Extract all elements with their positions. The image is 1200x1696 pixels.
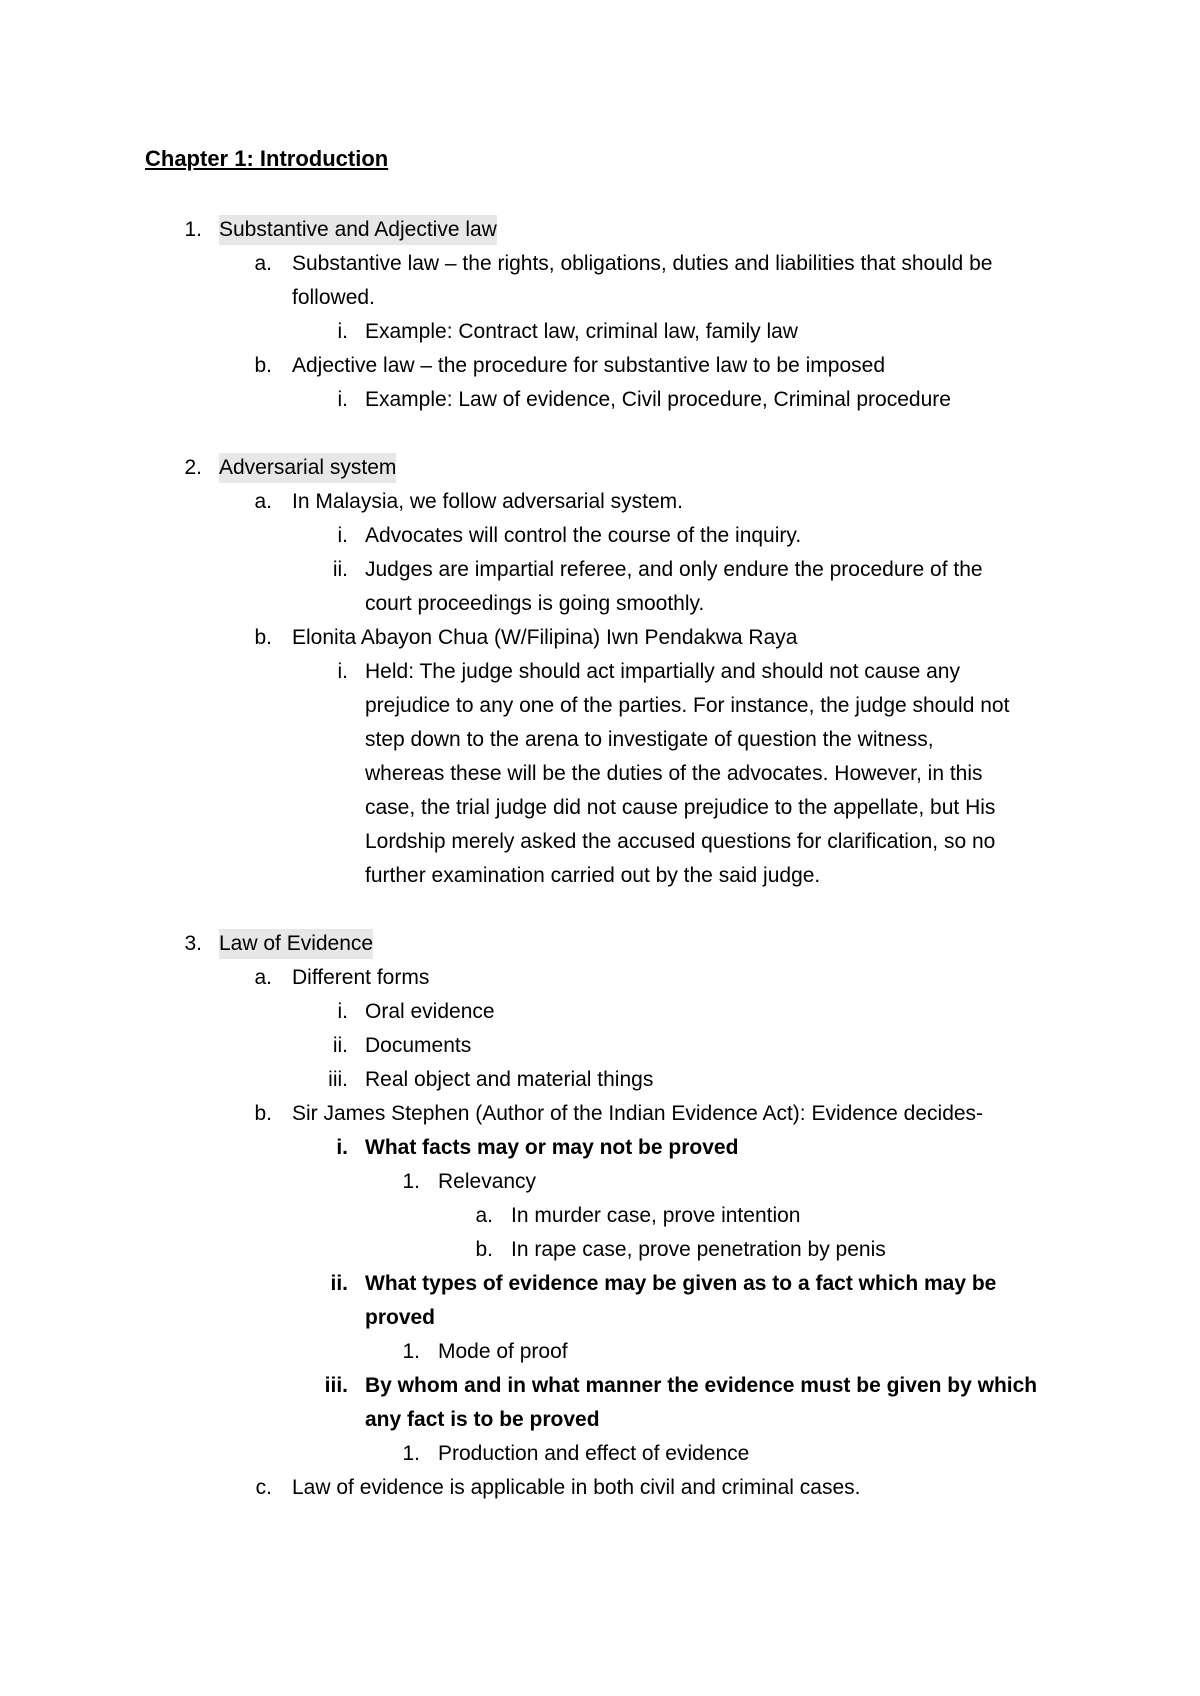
list-marker: 1. [402,1442,420,1465]
list-text: Oral evidence [365,1000,495,1023]
list-text: What facts may or may not be proved [365,1136,739,1159]
list-marker: a. [475,1204,493,1227]
list-marker: ii. [332,1034,348,1057]
list-marker: 1. [402,1340,420,1363]
list-marker: 3. [184,932,202,955]
list-text: What types of evidence may be given as to a fact which may be [365,1272,997,1295]
list-text: Different forms [292,966,430,989]
list-marker: i. [337,660,348,683]
list-marker: ii. [332,558,348,581]
list-marker: b. [254,354,272,377]
list-marker: i. [337,388,348,411]
section-heading: Adversarial system [219,453,396,483]
section-heading: Law of Evidence [219,929,373,959]
list-marker: i. [336,1136,348,1159]
list-text: Law of evidence is applicable in both civil and criminal cases. [292,1476,861,1499]
list-text: followed. [292,286,375,309]
chapter-title: Chapter 1: Introduction [145,146,389,171]
list-marker: i. [337,524,348,547]
list-text: step down to the arena to investigate of question the witness, [365,728,934,751]
list-text: Judges are impartial referee, and only endure the procedure of the [365,558,983,581]
list-text: Held: The judge should act impartially and should not cause any [365,660,960,683]
list-text: Relevancy [438,1170,537,1193]
list-text: Adjective law – the procedure for substantive law to be imposed [292,354,885,377]
list-marker: b. [475,1238,493,1261]
list-marker: ii. [330,1272,348,1295]
list-marker: b. [254,626,272,649]
list-text: Advocates will control the course of the inquiry. [365,524,802,547]
list-marker: i. [337,320,348,343]
list-text: Production and effect of evidence [438,1442,750,1465]
list-text: any fact is to be proved [365,1408,600,1431]
list-text: case, the trial judge did not cause prejudice to the appellate, but His [365,796,996,819]
list-text: In Malaysia, we follow adversarial system. [292,490,683,513]
list-text: Elonita Abayon Chua (W/Filipina) Iwn Pendakwa Raya [292,626,798,649]
list-text: Sir James Stephen (Author of the Indian Evidence Act): Evidence decides- [292,1102,984,1125]
section-heading: Substantive and Adjective law [219,215,497,245]
list-text: In murder case, prove intention [511,1204,801,1227]
list-marker: a. [254,490,272,513]
list-marker: a. [254,252,272,275]
list-marker: a. [254,966,272,989]
list-marker: b. [254,1102,272,1125]
list-text: In rape case, prove penetration by penis [511,1238,886,1261]
list-text: proved [365,1306,436,1329]
list-text: Documents [365,1034,472,1057]
list-marker: c. [255,1476,272,1499]
list-text: Example: Law of evidence, Civil procedure, Criminal procedure [365,388,951,411]
list-text: Substantive law – the rights, obligations, duties and liabilities that should be [292,252,993,275]
list-marker: iii. [324,1374,348,1397]
list-text: prejudice to any one of the parties. For instance, the judge should not [365,694,1010,717]
list-marker: i. [337,1000,348,1023]
list-marker: 2. [184,456,202,479]
list-marker: 1. [184,218,202,241]
list-text: court proceedings is going smoothly. [365,592,705,615]
list-text: further examination carried out by the said judge. [365,864,821,887]
list-text: Lordship merely asked the accused questions for clarification, so no [365,830,996,853]
list-text: whereas these will be the duties of the advocates. However, in this [365,762,983,785]
list-text: Real object and material things [365,1068,654,1091]
list-text: Mode of proof [438,1340,568,1363]
list-text: Example: Contract law, criminal law, family law [365,320,798,343]
list-marker: 1. [402,1170,420,1193]
list-marker: iii. [328,1068,348,1091]
list-text: By whom and in what manner the evidence must be given by which [365,1374,1038,1397]
